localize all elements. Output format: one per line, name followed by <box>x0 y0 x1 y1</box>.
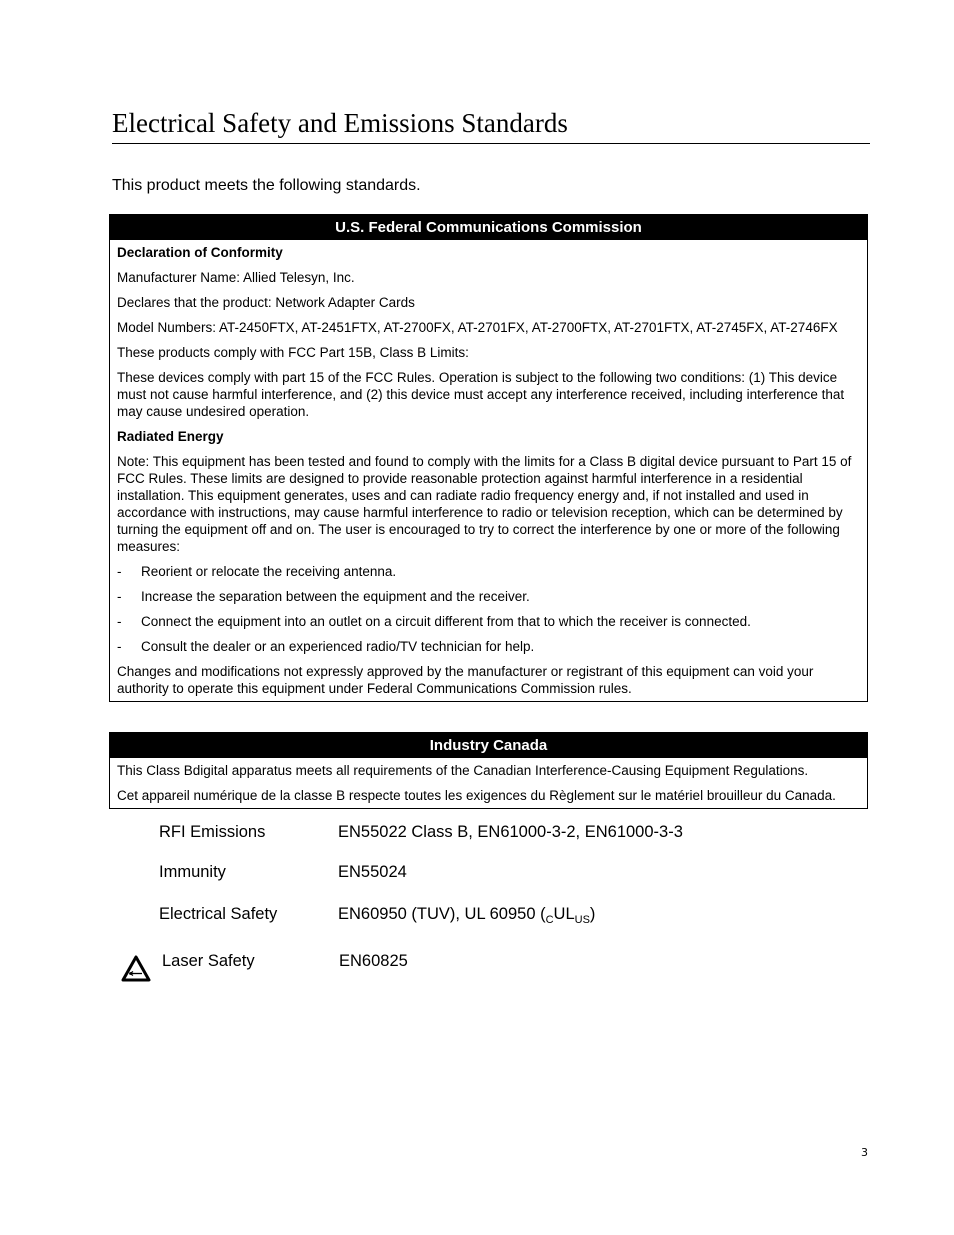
measure-text: Reorient or relocate the receiving antenna. <box>141 564 397 579</box>
changes-text: Changes and modifications not expressly approved by the manufacturer or registrant of this equipment can void your authority to operate this equipment under Federal Communications Commission rules. <box>117 664 814 696</box>
laser-safety-label: Laser Safety <box>162 952 255 970</box>
list-item <box>110 559 867 584</box>
immunity-label: Immunity <box>159 863 226 881</box>
electrical-safety-label: Electrical Safety <box>159 905 278 923</box>
fcc-header: U.S. Federal Communications Commission <box>110 215 867 240</box>
bullet-dash: - <box>117 614 122 629</box>
intro-text: This product meets the following standards. <box>112 177 421 194</box>
c-subscript: C <box>545 914 554 926</box>
note-text: Note: This equipment has been tested and found to comply with the limits for a Class B digital device pursuant to Part 15 of FCC Rules. These limits are designed to provide reasonable protection against harmful interference in a residential installation. This equipment generates, uses and can radiate radio frequency energy and, if not installed and used in accordance with instructions, may cause harmful interference to radio or television reception, which can be determined by turning the equipment off and on. The user is encouraged to try to correct the interference by one or more of the following measures: <box>117 454 852 554</box>
rfi-emissions-value: EN55022 Class B, EN61000-3-2, EN61000-3-3 <box>338 823 683 841</box>
immunity-value: EN55024 <box>338 863 407 881</box>
laser-warning-icon <box>121 955 151 983</box>
measure-text: Increase the separation between the equipment and the receiver. <box>141 589 530 604</box>
measure-text: Consult the dealer or an experienced radio/TV technician for help. <box>141 639 535 654</box>
declares-text: Declares that the product: Network Adapter Cards <box>117 295 415 310</box>
electrical-safety-value <box>338 904 595 926</box>
us-subscript: US <box>574 914 590 926</box>
list-item <box>110 609 867 634</box>
bullet-dash: - <box>117 589 122 604</box>
list-item <box>110 634 867 659</box>
bullet-dash: - <box>117 564 122 579</box>
electrical-value-close: ) <box>589 905 596 923</box>
industry-canada-english: This Class Bdigital apparatus meets all requirements of the Canadian Interference-Causing Equipment Regulations. <box>117 763 809 778</box>
list-item <box>110 584 867 609</box>
manufacturer-text: Manufacturer Name: Allied Telesyn, Inc. <box>117 270 355 285</box>
bullet-dash: - <box>117 639 122 654</box>
rfi-emissions-label: RFI Emissions <box>159 823 266 841</box>
industry-canada-section <box>109 732 868 809</box>
electrical-value-prefix: EN60950 (TUV), UL 60950 ( <box>338 905 546 923</box>
measure-text: Connect the equipment into an outlet on a circuit different from that to which the receiver is connected. <box>141 614 751 629</box>
industry-canada-header: Industry Canada <box>110 733 867 758</box>
fcc-section <box>109 214 868 702</box>
industry-canada-french: Cet appareil numérique de la classe B respecte toutes les exigences du Règlement sur le matériel brouilleur du Canada. <box>117 788 836 803</box>
page-title: Electrical Safety and Emissions Standards <box>112 106 870 144</box>
comply-text: These products comply with FCC Part 15B, Class B Limits: <box>117 345 469 360</box>
conditions-text: These devices comply with part 15 of the FCC Rules. Operation is subject to the following two conditions: (1) This device must not cause harmful interference, and (2) this device must accept any interference received, including interference that may cause undesired operation. <box>117 370 845 419</box>
declaration-heading: Declaration of Conformity <box>117 245 283 260</box>
page-number: 3 <box>861 1146 868 1159</box>
radiated-energy-heading: Radiated Energy <box>117 429 224 444</box>
model-numbers-text: Model Numbers: AT-2450FTX, AT-2451FTX, AT-2700FX, AT-2701FX, AT-2700FTX, AT-2701FTX, AT-2745FX, AT-2746FX <box>117 320 838 335</box>
laser-safety-value: EN60825 <box>339 952 408 970</box>
ul-mark: UL <box>553 905 575 923</box>
